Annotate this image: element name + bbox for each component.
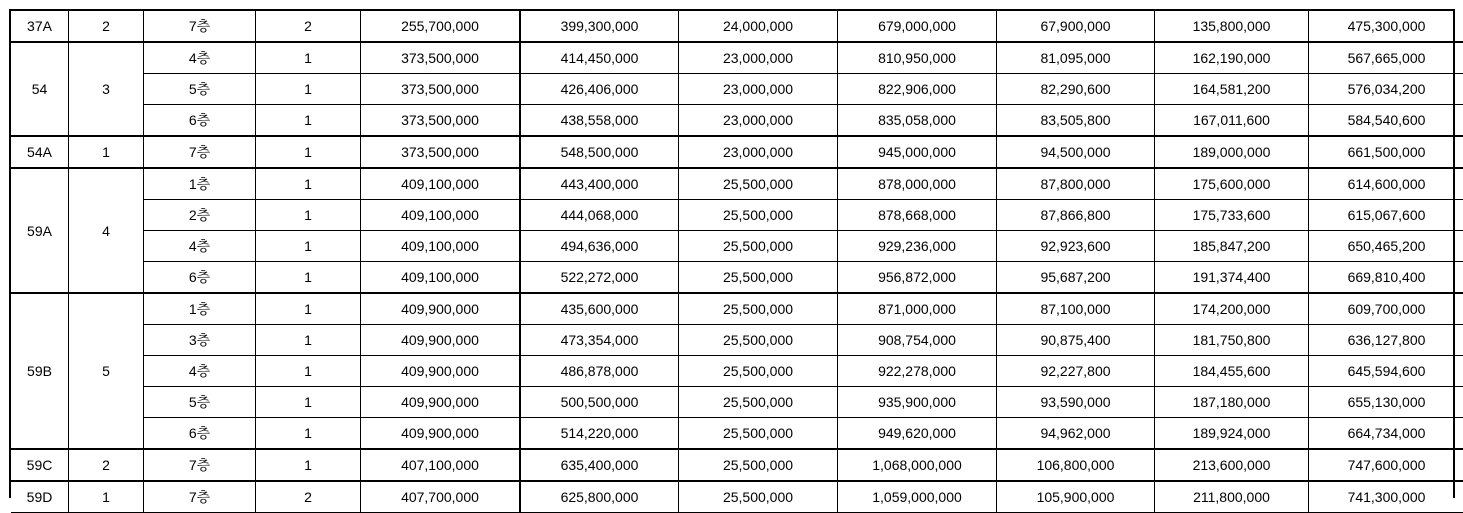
building-price-cell: 486,878,000	[520, 356, 679, 387]
table-row	[11, 325, 1463, 356]
units-cell: 1	[256, 325, 361, 356]
building-price-cell: 443,400,000	[520, 168, 679, 200]
building-price-cell: 522,272,000	[520, 262, 679, 294]
balance-cell: 664,734,000	[1309, 418, 1463, 450]
contract-deposit-cell: 93,590,000	[997, 387, 1155, 418]
land-price-cell: 409,900,000	[361, 387, 521, 418]
floor-cell: 7층	[144, 136, 256, 168]
land-price-cell: 409,900,000	[361, 356, 521, 387]
floor-cell: 3층	[144, 325, 256, 356]
land-price-cell: 409,100,000	[361, 262, 521, 294]
units-cell: 1	[256, 262, 361, 294]
table-row	[11, 231, 1463, 262]
unit-count-cell: 4	[69, 168, 144, 293]
balance-cell: 584,540,600	[1309, 105, 1463, 137]
land-price-cell: 409,100,000	[361, 231, 521, 262]
floor-cell: 5층	[144, 74, 256, 105]
total-price-cell: 956,872,000	[838, 262, 997, 294]
balance-cell: 645,594,600	[1309, 356, 1463, 387]
land-price-cell: 373,500,000	[361, 42, 521, 74]
unit-type-cell: 59D	[11, 481, 69, 513]
floor-cell: 4층	[144, 356, 256, 387]
land-price-cell: 373,500,000	[361, 105, 521, 137]
total-price-cell: 1,068,000,000	[838, 449, 997, 481]
interim-payment-cell: 189,000,000	[1155, 136, 1309, 168]
unit-count-cell: 1	[69, 136, 144, 168]
floor-cell: 6층	[144, 418, 256, 450]
interim-payment-cell: 175,733,600	[1155, 200, 1309, 231]
floor-cell: 2층	[144, 200, 256, 231]
floor-cell: 4층	[144, 42, 256, 74]
balance-cell: 576,034,200	[1309, 74, 1463, 105]
floor-cell: 7층	[144, 449, 256, 481]
units-cell: 1	[256, 231, 361, 262]
units-cell: 1	[256, 168, 361, 200]
units-cell: 1	[256, 293, 361, 325]
land-price-cell: 373,500,000	[361, 74, 521, 105]
total-price-cell: 1,059,000,000	[838, 481, 997, 513]
option-cell: 23,000,000	[679, 136, 838, 168]
table-row	[11, 74, 1463, 105]
land-price-cell: 255,700,000	[361, 11, 521, 42]
table-row	[11, 418, 1463, 450]
unit-count-cell: 2	[69, 449, 144, 481]
balance-cell: 609,700,000	[1309, 293, 1463, 325]
contract-deposit-cell: 95,687,200	[997, 262, 1155, 294]
balance-cell: 567,665,000	[1309, 42, 1463, 74]
unit-count-cell: 5	[69, 293, 144, 449]
contract-deposit-cell: 94,962,000	[997, 418, 1155, 450]
price-table-frame	[9, 9, 1455, 498]
total-price-cell: 878,668,000	[838, 200, 997, 231]
building-price-cell: 426,406,000	[520, 74, 679, 105]
units-cell: 1	[256, 136, 361, 168]
floor-cell: 1층	[144, 168, 256, 200]
contract-deposit-cell: 92,227,800	[997, 356, 1155, 387]
land-price-cell: 409,900,000	[361, 418, 521, 450]
table-row	[11, 11, 1463, 42]
table-row	[11, 105, 1463, 137]
floor-cell: 7층	[144, 481, 256, 513]
interim-payment-cell: 174,200,000	[1155, 293, 1309, 325]
building-price-cell: 500,500,000	[520, 387, 679, 418]
land-price-cell: 409,900,000	[361, 293, 521, 325]
building-price-cell: 444,068,000	[520, 200, 679, 231]
total-price-cell: 935,900,000	[838, 387, 997, 418]
interim-payment-cell: 181,750,800	[1155, 325, 1309, 356]
contract-deposit-cell: 87,866,800	[997, 200, 1155, 231]
contract-deposit-cell: 94,500,000	[997, 136, 1155, 168]
balance-cell: 661,500,000	[1309, 136, 1463, 168]
table-row	[11, 262, 1463, 294]
balance-cell: 655,130,000	[1309, 387, 1463, 418]
total-price-cell: 922,278,000	[838, 356, 997, 387]
floor-cell: 5층	[144, 387, 256, 418]
option-cell: 23,000,000	[679, 74, 838, 105]
balance-cell: 650,465,200	[1309, 231, 1463, 262]
total-price-cell: 679,000,000	[838, 11, 997, 42]
table-row	[11, 449, 1463, 481]
option-cell: 25,500,000	[679, 168, 838, 200]
option-cell: 25,500,000	[679, 356, 838, 387]
building-price-cell: 399,300,000	[520, 11, 679, 42]
building-price-cell: 473,354,000	[520, 325, 679, 356]
option-cell: 25,500,000	[679, 200, 838, 231]
units-cell: 2	[256, 11, 361, 42]
units-cell: 1	[256, 449, 361, 481]
interim-payment-cell: 167,011,600	[1155, 105, 1309, 137]
price-table	[11, 11, 1463, 513]
contract-deposit-cell: 90,875,400	[997, 325, 1155, 356]
total-price-cell: 908,754,000	[838, 325, 997, 356]
unit-type-cell: 54	[11, 42, 69, 136]
balance-cell: 636,127,800	[1309, 325, 1463, 356]
table-row	[11, 168, 1463, 200]
option-cell: 23,000,000	[679, 105, 838, 137]
interim-payment-cell: 211,800,000	[1155, 481, 1309, 513]
interim-payment-cell: 164,581,200	[1155, 74, 1309, 105]
total-price-cell: 810,950,000	[838, 42, 997, 74]
balance-cell: 615,067,600	[1309, 200, 1463, 231]
building-price-cell: 438,558,000	[520, 105, 679, 137]
option-cell: 25,500,000	[679, 231, 838, 262]
option-cell: 25,500,000	[679, 481, 838, 513]
contract-deposit-cell: 81,095,000	[997, 42, 1155, 74]
interim-payment-cell: 187,180,000	[1155, 387, 1309, 418]
balance-cell: 475,300,000	[1309, 11, 1463, 42]
total-price-cell: 945,000,000	[838, 136, 997, 168]
balance-cell: 614,600,000	[1309, 168, 1463, 200]
table-row	[11, 293, 1463, 325]
balance-cell: 669,810,400	[1309, 262, 1463, 294]
building-price-cell: 494,636,000	[520, 231, 679, 262]
land-price-cell: 409,100,000	[361, 168, 521, 200]
table-row	[11, 356, 1463, 387]
land-price-cell: 409,900,000	[361, 325, 521, 356]
total-price-cell: 929,236,000	[838, 231, 997, 262]
option-cell: 25,500,000	[679, 293, 838, 325]
building-price-cell: 514,220,000	[520, 418, 679, 450]
contract-deposit-cell: 105,900,000	[997, 481, 1155, 513]
table-row	[11, 42, 1463, 74]
units-cell: 1	[256, 42, 361, 74]
units-cell: 1	[256, 356, 361, 387]
interim-payment-cell: 191,374,400	[1155, 262, 1309, 294]
land-price-cell: 409,100,000	[361, 200, 521, 231]
units-cell: 1	[256, 387, 361, 418]
units-cell: 2	[256, 481, 361, 513]
unit-type-cell: 59A	[11, 168, 69, 293]
floor-cell: 6층	[144, 105, 256, 137]
total-price-cell: 835,058,000	[838, 105, 997, 137]
land-price-cell: 407,100,000	[361, 449, 521, 481]
interim-payment-cell: 135,800,000	[1155, 11, 1309, 42]
unit-count-cell: 1	[69, 481, 144, 513]
option-cell: 24,000,000	[679, 11, 838, 42]
option-cell: 25,500,000	[679, 325, 838, 356]
contract-deposit-cell: 82,290,600	[997, 74, 1155, 105]
interim-payment-cell: 184,455,600	[1155, 356, 1309, 387]
interim-payment-cell: 213,600,000	[1155, 449, 1309, 481]
option-cell: 25,500,000	[679, 262, 838, 294]
unit-count-cell: 2	[69, 11, 144, 42]
balance-cell: 741,300,000	[1309, 481, 1463, 513]
interim-payment-cell: 175,600,000	[1155, 168, 1309, 200]
total-price-cell: 878,000,000	[838, 168, 997, 200]
total-price-cell: 949,620,000	[838, 418, 997, 450]
contract-deposit-cell: 106,800,000	[997, 449, 1155, 481]
units-cell: 1	[256, 105, 361, 137]
price-table-body	[11, 11, 1463, 513]
option-cell: 23,000,000	[679, 42, 838, 74]
option-cell: 25,500,000	[679, 449, 838, 481]
contract-deposit-cell: 83,505,800	[997, 105, 1155, 137]
building-price-cell: 625,800,000	[520, 481, 679, 513]
building-price-cell: 635,400,000	[520, 449, 679, 481]
units-cell: 1	[256, 74, 361, 105]
contract-deposit-cell: 87,800,000	[997, 168, 1155, 200]
balance-cell: 747,600,000	[1309, 449, 1463, 481]
land-price-cell: 407,700,000	[361, 481, 521, 513]
total-price-cell: 822,906,000	[838, 74, 997, 105]
contract-deposit-cell: 87,100,000	[997, 293, 1155, 325]
table-row	[11, 481, 1463, 513]
option-cell: 25,500,000	[679, 418, 838, 450]
option-cell: 25,500,000	[679, 387, 838, 418]
interim-payment-cell: 185,847,200	[1155, 231, 1309, 262]
building-price-cell: 435,600,000	[520, 293, 679, 325]
unit-type-cell: 54A	[11, 136, 69, 168]
units-cell: 1	[256, 418, 361, 450]
interim-payment-cell: 162,190,000	[1155, 42, 1309, 74]
floor-cell: 1층	[144, 293, 256, 325]
contract-deposit-cell: 92,923,600	[997, 231, 1155, 262]
floor-cell: 4층	[144, 231, 256, 262]
interim-payment-cell: 189,924,000	[1155, 418, 1309, 450]
unit-type-cell: 59B	[11, 293, 69, 449]
units-cell: 1	[256, 200, 361, 231]
unit-count-cell: 3	[69, 42, 144, 136]
total-price-cell: 871,000,000	[838, 293, 997, 325]
land-price-cell: 373,500,000	[361, 136, 521, 168]
table-row	[11, 200, 1463, 231]
building-price-cell: 548,500,000	[520, 136, 679, 168]
unit-type-cell: 59C	[11, 449, 69, 481]
contract-deposit-cell: 67,900,000	[997, 11, 1155, 42]
table-row	[11, 136, 1463, 168]
table-row	[11, 387, 1463, 418]
floor-cell: 6층	[144, 262, 256, 294]
unit-type-cell: 37A	[11, 11, 69, 42]
floor-cell: 7층	[144, 11, 256, 42]
building-price-cell: 414,450,000	[520, 42, 679, 74]
